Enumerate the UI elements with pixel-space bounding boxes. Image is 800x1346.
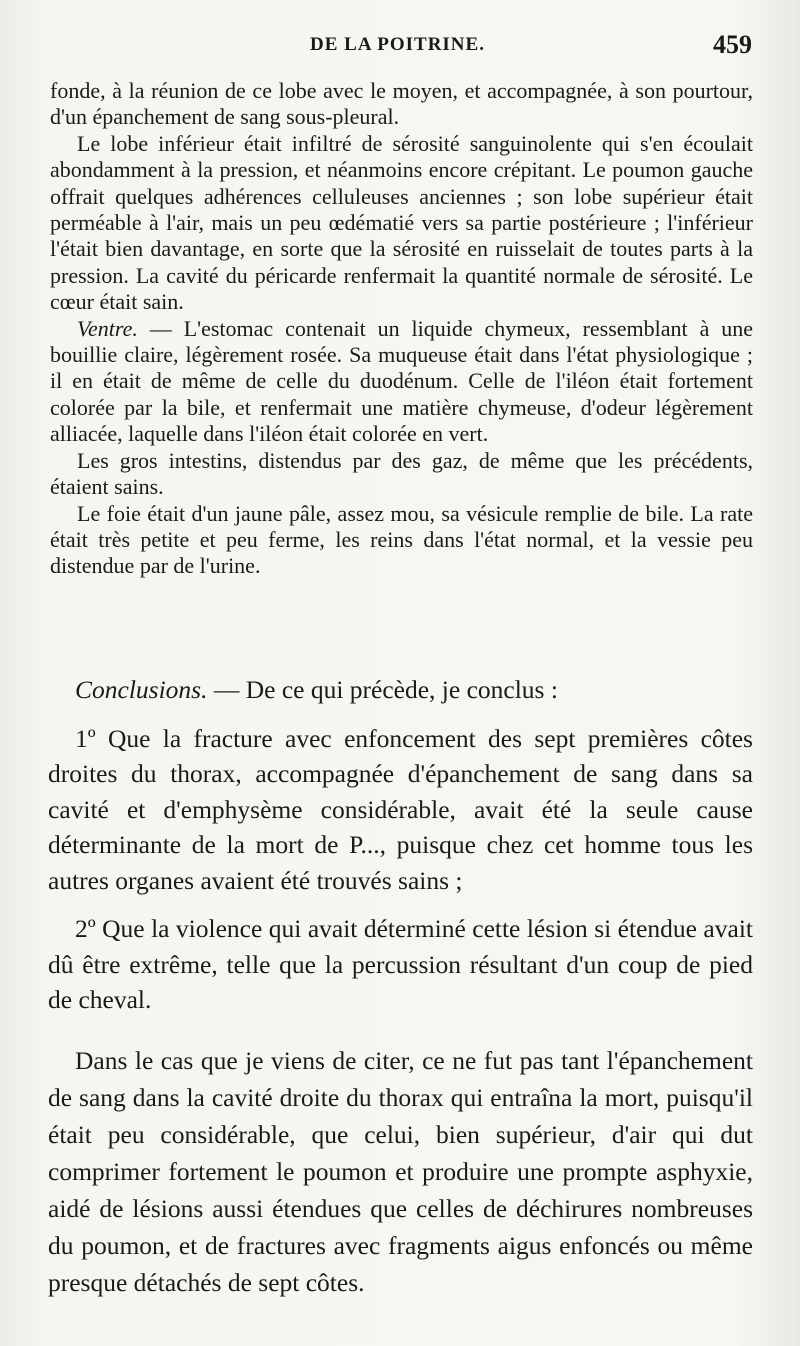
closing-paragraph: Dans le cas que je viens de citer, ce ne fut pas tant l'épanchement de sang dans la cavité droite du thorax qui entraîna la mort, puisqu'il était peu considérable, que celui, bien supérieur, d'air qui dut comprimer fortement le poumon et produire une prompte asphyxie, aidé de lésions aussi étendues que celles de déchirures nombreuses du poumon, et de fractures avec fragments aigus enfoncés ou même presque détachés de sept côtes. xyxy=(48,1045,753,1297)
page-number: 459 xyxy=(713,30,752,59)
conclusions-text: — De ce qui précède, je conclus : xyxy=(207,675,558,704)
abdomen-label: Ventre. xyxy=(77,315,138,341)
paragraph-liver: Le foie était d'un jaune pâle, assez mou, sa vésicule remplie de bile. La rate était très petite et peu ferme, les reins dans l'état normal, et la vessie peu distendue par de l'urine. xyxy=(50,500,753,579)
running-title: DE LA POITRINE. xyxy=(310,34,485,55)
spacer xyxy=(48,898,753,911)
paragraph-lower-lobe: Le lobe inférieur était infiltré de sérosité sanguinolente qui s'en écoulait abondamment à la pression, et néanmoins encore crépitant. Le poumon gauche offrait quelques adhérences celluleuses anciennes ; son lobe supérieur était perméable à l'air, mais un peu œdématié vers sa partie postérieure ; l'inférieur l'était bien davantage, en sorte que la sérosité en ruisselait de toutes parts à la pression. La cavité du péricarde renfermait la quantité normale de sérosité. Le cœur était sain. xyxy=(50,130,753,315)
abdomen-text: — L'estomac contenait un liquide chymeux, ressemblant à une bouillie claire, légèrement rosée. Sa muqueuse était dans l'état physiologique ; il en était de même de celle du duodénum. Celle de l'iléon était fortement colorée par la bile, et renfermait une matière chymeuse, d'odeur légèrement alliacée, laquelle dans l'iléon était colorée en vert. xyxy=(50,315,753,447)
paragraph-lung-continuation: fonde, à la réunion de ce lobe avec le moyen, et accompagnée, à son pourtour, d'un épanchement de sang sous-pleural. xyxy=(50,78,753,130)
conclusions-heading xyxy=(48,672,753,708)
conclusions-label: Conclusions. xyxy=(75,675,208,704)
running-head xyxy=(0,30,800,64)
paragraph-intestines: Les gros intestins, distendus par des gaz, de même que les précédents, étaient sains. xyxy=(50,447,753,500)
conclusion-2: 2º Que la violence qui avait déterminé cette lésion si étendue avait dû être extrême, telle que la percussion résultant d'un coup de pied de cheval. xyxy=(48,914,753,1014)
spacer xyxy=(48,708,753,721)
paragraph-abdomen xyxy=(50,316,753,448)
small-text-block xyxy=(50,78,753,580)
conclusion-1: 1º Que la fracture avec enfoncement des sept premières côtes droites du thorax, accompagnée d'épanchement de sang dans sa cavité et d'emphysème considérable, avait été la seule cause déterminante de la mort de P..., puisque chez cet homme tous les autres organes avaient été trouvés sains ; xyxy=(48,723,753,895)
large-text-block xyxy=(48,672,753,1301)
